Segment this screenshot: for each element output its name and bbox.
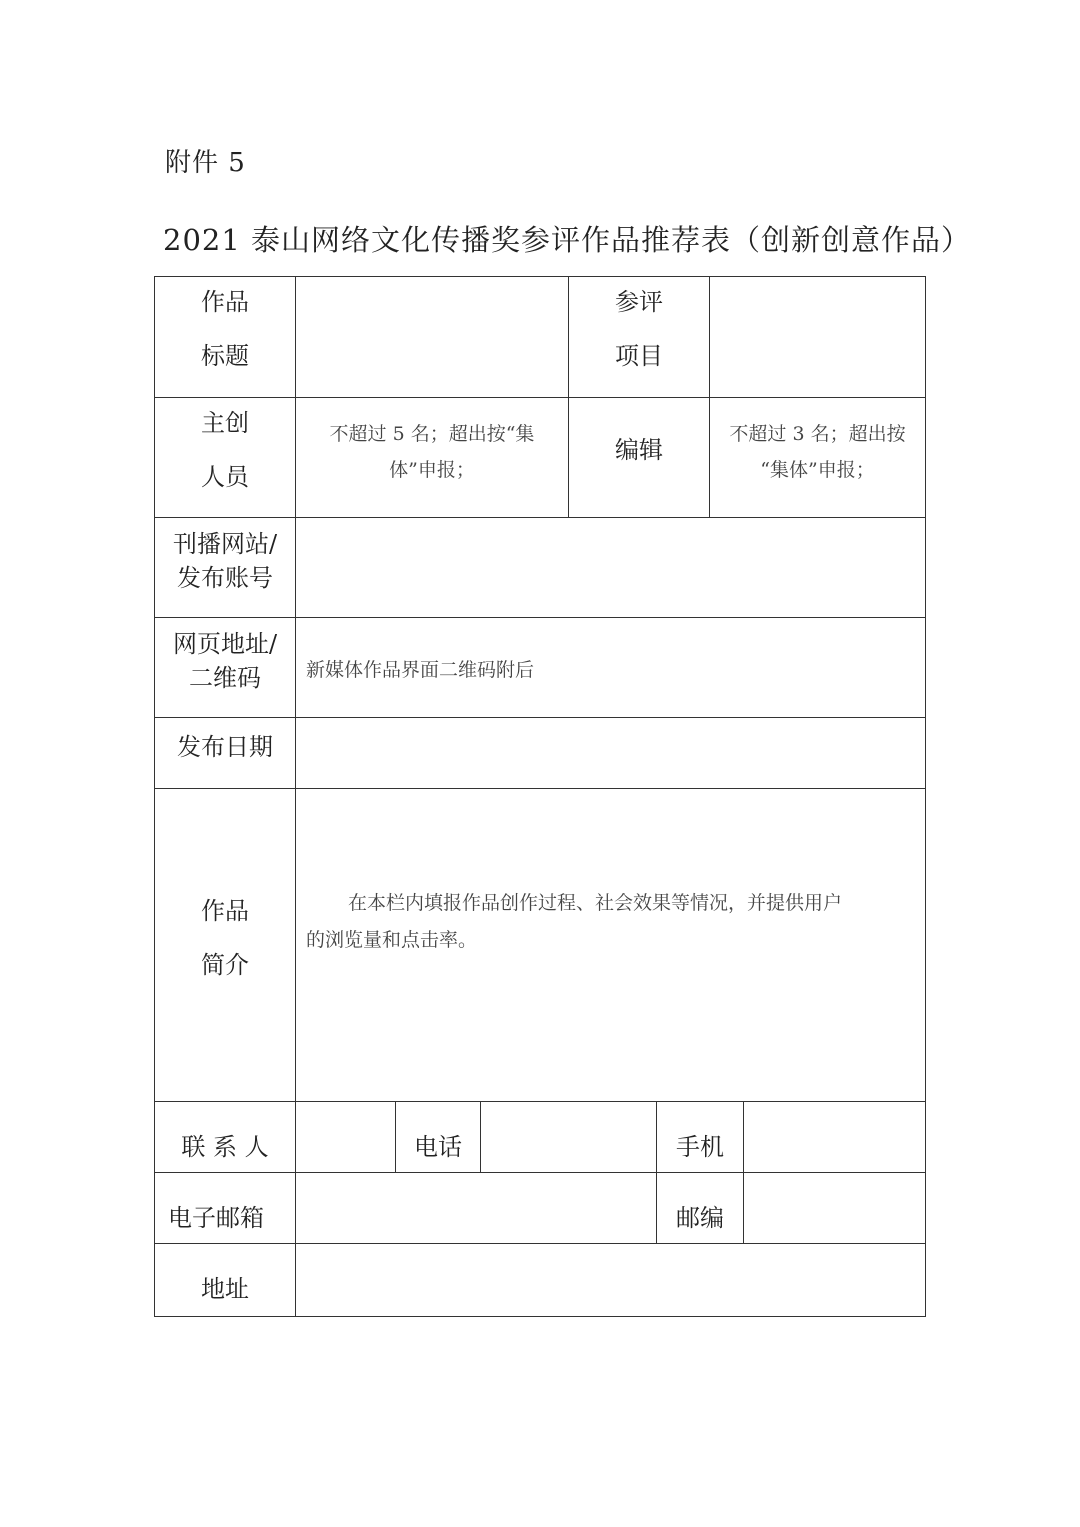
phone-label: 电话 [414,1133,462,1161]
editor-note-line1: 不超过 3 名；超出按 [729,423,906,445]
url-note: 新媒体作品界面二维码附后 [306,659,535,681]
mobile-field[interactable] [744,1102,925,1172]
category-label-line2: 项目 [615,342,663,370]
website-label-line1: 刊播网站/ [172,530,278,558]
creators-label-line2: 人员 [201,463,249,491]
mobile-label: 手机 [676,1133,724,1161]
category-field[interactable] [710,277,925,397]
intro-label-line1: 作品 [201,897,249,925]
creators-note-line2: 体”申报； [389,459,475,481]
creators-field[interactable] [296,398,568,517]
publish-date-label: 发布日期 [177,733,273,761]
page-title: 2021 泰山网络文化传播奖参评作品推荐表（创新创意作品） [163,223,972,257]
address-label: 地址 [201,1275,249,1303]
creators-label-line1: 主创 [201,409,249,437]
table-border-right [925,276,926,1317]
address-field[interactable] [296,1244,925,1316]
editor-label: 编辑 [615,436,663,464]
editor-note-line2: “集体”申报； [760,459,875,481]
email-field[interactable] [296,1173,656,1243]
url-field[interactable] [296,618,925,717]
website-label-line2: 发布账号 [177,564,273,592]
website-field[interactable] [296,518,925,617]
intro-field[interactable] [296,789,925,1101]
intro-note-line1: 在本栏内填报作品创作过程、社会效果等情况，并提供用户 [348,892,843,914]
email-label: 电子邮箱 [168,1204,264,1232]
work-title-label-line2: 标题 [201,342,249,370]
intro-note-line2: 的浏览量和点击率。 [306,929,478,951]
postcode-label: 邮编 [676,1204,724,1232]
contact-label: 联 系 人 [181,1133,269,1161]
category-label-line1: 参评 [615,288,663,316]
contact-field[interactable] [296,1102,395,1172]
url-label-line1: 网页地址/ [172,630,278,658]
attachment-label: 附件 5 [165,148,246,178]
url-label-line2: 二维码 [189,664,261,692]
table-border-bottom [154,1316,926,1317]
editor-field[interactable] [710,398,925,517]
publish-date-field[interactable] [296,718,925,788]
postcode-field[interactable] [744,1173,925,1243]
creators-note-line1: 不超过 5 名；超出按“集 [329,423,535,445]
phone-field[interactable] [481,1102,656,1172]
intro-label-line2: 简介 [201,951,249,979]
work-title-field[interactable] [296,277,568,397]
work-title-label-line1: 作品 [201,288,249,316]
